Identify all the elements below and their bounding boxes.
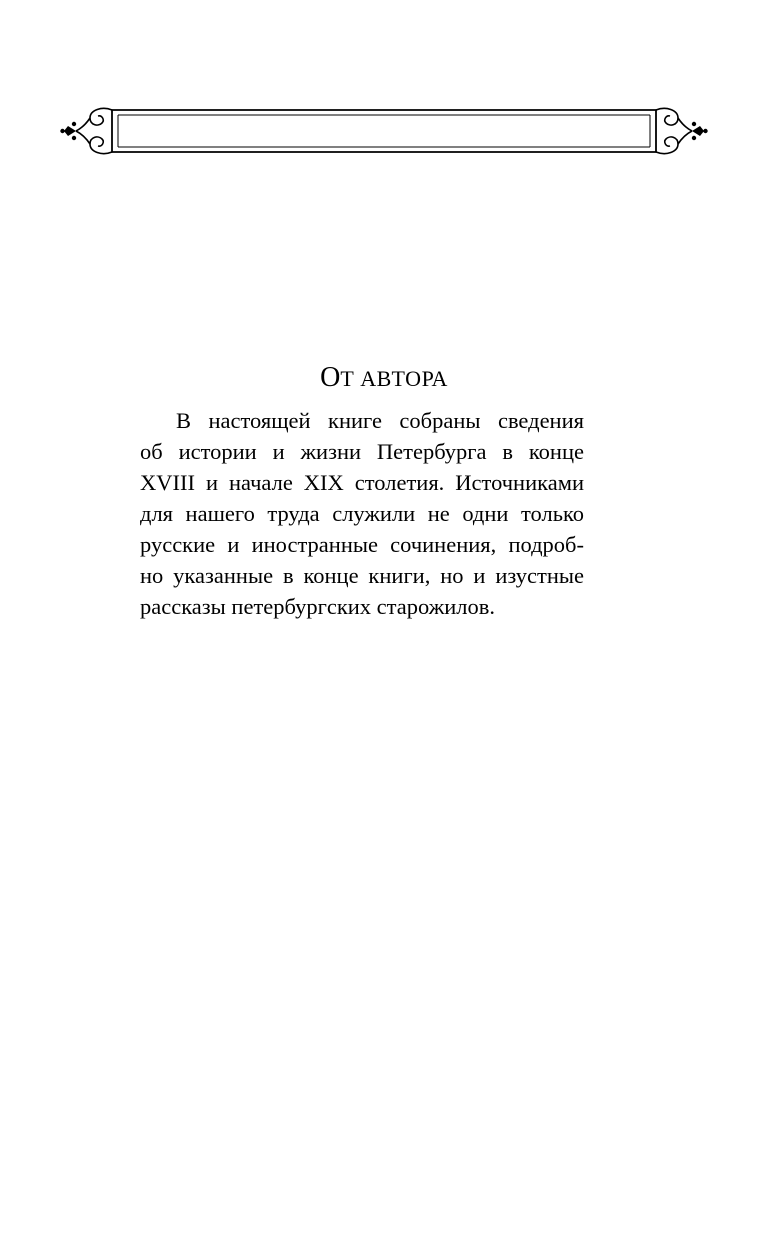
paragraph-line: для нашего труда служили не одни только: [140, 501, 584, 526]
paragraph-line: но указанные в конце книги, но и изустные: [140, 563, 584, 588]
preface-paragraph: [140, 405, 584, 622]
paragraph-line: русские и иностранные сочинения, подроб-: [140, 532, 584, 557]
header-scroll-ornament: [60, 98, 708, 164]
paragraph-line: рассказы петербургских старожилов.: [140, 594, 496, 619]
chapter-title-rest: Т АВТОРА: [340, 366, 448, 391]
chapter-title-initial: О: [320, 362, 341, 393]
chapter-title: [0, 360, 768, 397]
paragraph-line: XVIII и начале XIX столетия. Источниками: [140, 470, 584, 495]
paragraph-line: В настоящей книге собраны сведения: [176, 408, 584, 433]
paragraph-line: об истории и жизни Петербурга в конце: [140, 439, 584, 464]
